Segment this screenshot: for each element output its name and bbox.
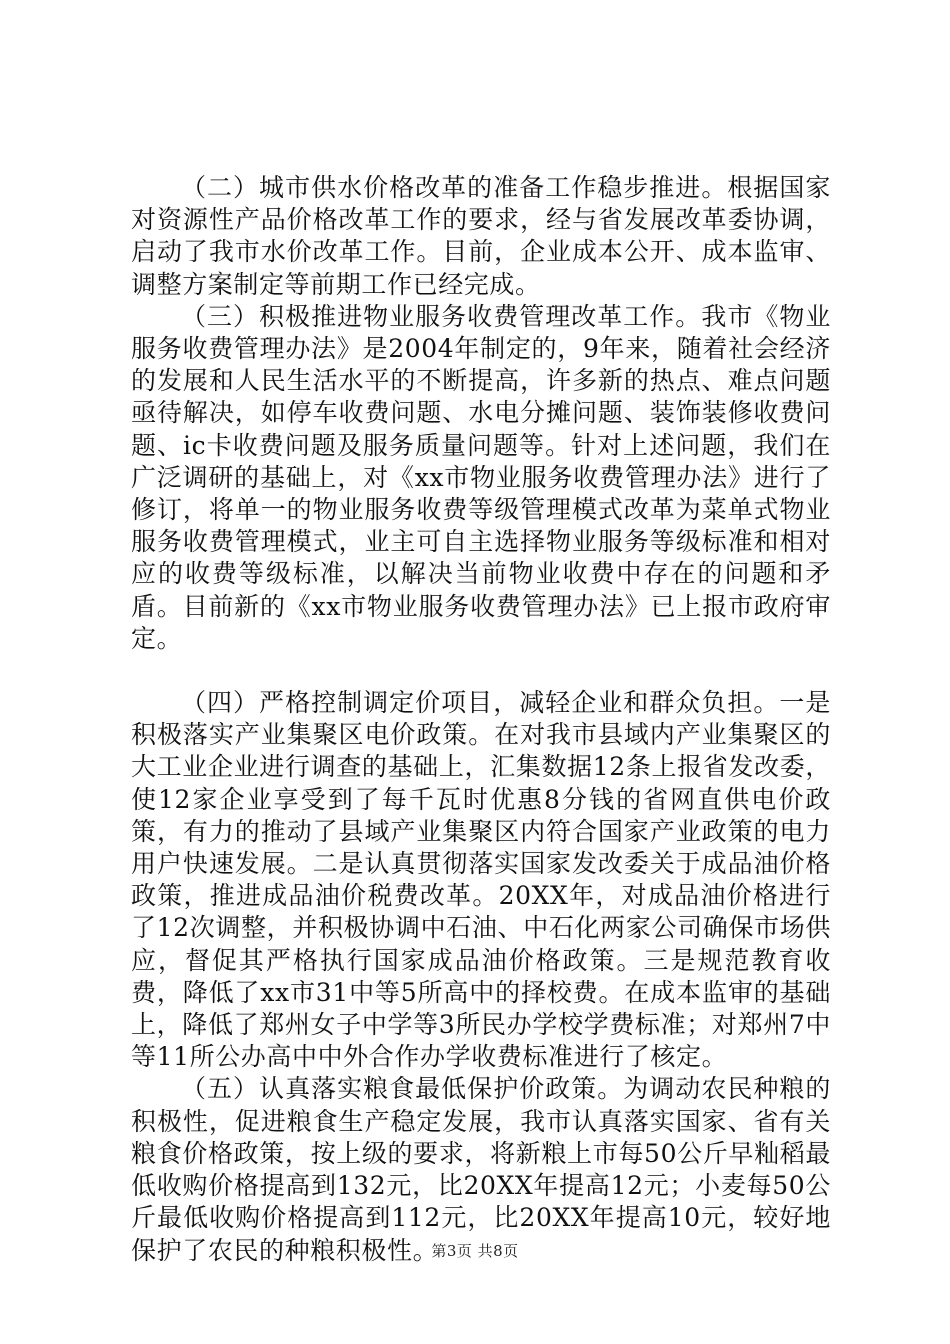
page-number-footer: 第3页 共8页 (431, 1242, 519, 1260)
paragraph-spacer (131, 655, 831, 687)
paragraph-property-fee-reform: （三）积极推进物业服务收费管理改革工作。我市《物业服务收费管理办法》是2004年制定的，9年来，随着社会经济的发展和人民生活水平的不断提高，许多新的热点、难点问题亟待解决，如停车收费问题、水电分摊问题、装饰装修收费问题、ic卡收费问题及服务质量问题等。针对上述问题，我们在广泛调研的基础上，对《xx市物业服务收费管理办法》进行了修订，将单一的物业服务收费等级管理模式改革为菜单式物业服务收费管理模式，业主可自主选择物业服务等级标准和相对应的收费等级标准，以解决当前物业收费中存在的问题和矛盾。目前新的《xx市物业服务收费管理办法》已上报市政府审定。 (131, 301, 831, 653)
paragraph-grain-price-policy: （五）认真落实粮食最低保护价政策。为调动农民种粮的积极性，促进粮食生产稳定发展，我市认真落实国家、省有关粮食价格政策，按上级的要求，将新粮上市每50公斤早籼稻最低收购价格提高到132元，比20XX年提高12元；小麦每50公斤最低收购价格提高到112元，比20XX年提高10元，较好地保护了农民的种粮积极性。 (131, 1074, 831, 1265)
paragraph-water-price-reform: （二）城市供水价格改革的准备工作稳步推进。根据国家对资源性产品价格改革工作的要求，经与省发展改革委协调，启动了我市水价改革工作。目前，企业成本公开、成本监审、调整方案制定等前期工作已经完成。 (131, 173, 831, 299)
paragraph-price-control: （四）严格控制调定价项目，减轻企业和群众负担。一是积极落实产业集聚区电价政策。在对我市县域内产业集聚区的大工业企业进行调查的基础上，汇集数据12条上报省发改委，使12家企业享受到了每千瓦时优惠8分钱的省网直供电价政策，有力的推动了县域产业集聚区内符合国家产业政策的电力用户快速发展。二是认真贯彻落实国家发改委关于成品油价格政策，推进成品油价税费改革。20XX年，对成品油价格进行了12次调整，并积极协调中石油、中石化两家公司确保市场供应，督促其严格执行国家成品油价格政策。三是规范教育收费，降低了xx市31中等5所高中的择校费。在成本监审的基础上，降低了郑州女子中学等3所民办学校学费标准；对郑州7中等11所公办高中中外合作办学收费标准进行了核定。 (131, 688, 831, 1072)
document-body (131, 172, 831, 1267)
